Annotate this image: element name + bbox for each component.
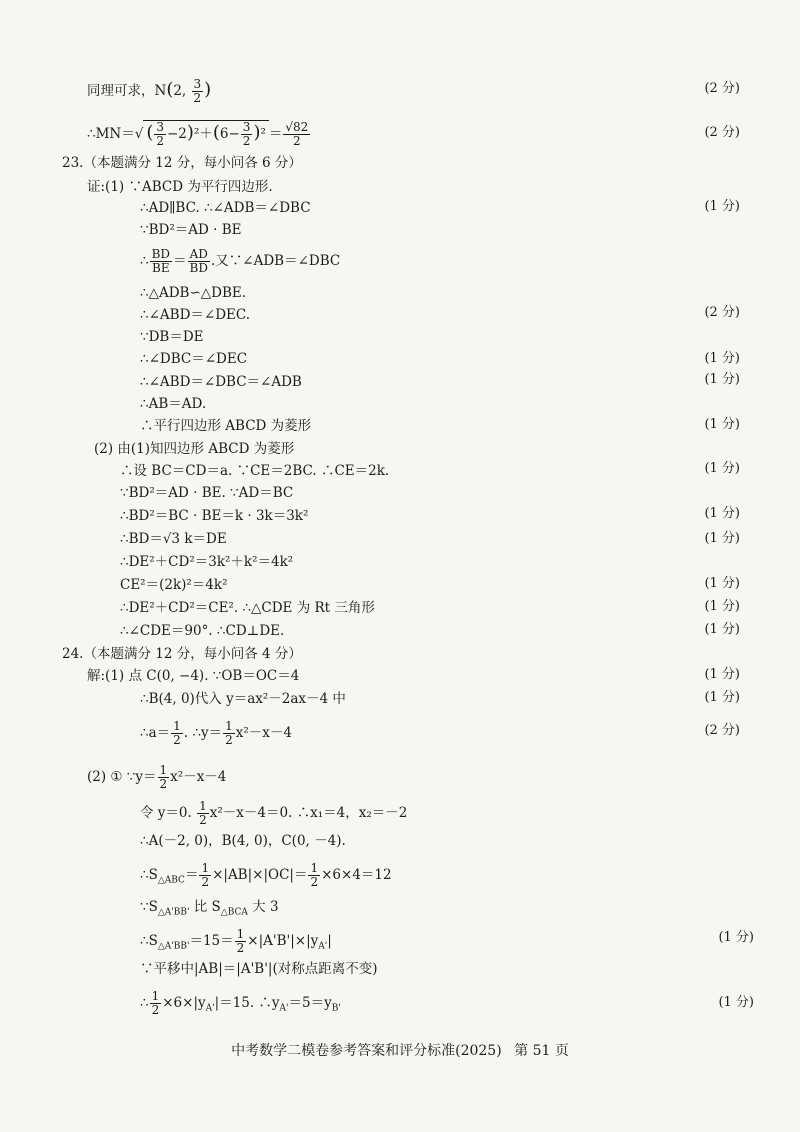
solution-line: ∴∠CDE＝90°. ∴CD⊥DE. bbox=[120, 623, 285, 639]
points-label: (1 分) bbox=[704, 417, 740, 432]
points-label: (2 分) bbox=[704, 81, 740, 96]
solution-line: ∴AD∥BC. ∴∠ADB＝∠DBC bbox=[140, 200, 311, 216]
solution-line: ∴ $\frac{BD}{BE}$ ＝ $\frac{AD}{BD}$ .又∵∠ADB＝∠DBC bbox=[140, 247, 341, 275]
solution-line: ∴DE²＋CD²＝CE². ∴△CDE 为 Rt 三角形 bbox=[120, 600, 375, 616]
points-label: (1 分) bbox=[704, 372, 740, 387]
question-heading: 23.（本题满分 12 分，每小问各 6 分） bbox=[62, 155, 302, 171]
solution-line: ∵DB＝DE bbox=[140, 329, 204, 345]
solution-line: $\because S_{\triangle A'BB'}$ 比 $S_{\triangle BCA}$ 大 3 bbox=[140, 899, 279, 918]
solution-line: ∵平移中|AB|＝|A'B'|(对称点距离不变) bbox=[140, 961, 378, 977]
points-label: (1 分) bbox=[718, 930, 754, 945]
points-label: (2 分) bbox=[704, 125, 740, 140]
page-number: 第 51 页 bbox=[514, 1043, 569, 1059]
solution-line: 同理可求，N(2, $\frac{3}{2}$ ) bbox=[87, 77, 212, 105]
solution-line: 令 y＝0. $\frac{1}{2}$ x²－x－4＝0. ∴x₁＝4，x₂＝－2 bbox=[140, 799, 408, 827]
question-heading: 24.（本题满分 12 分，每小问各 4 分） bbox=[62, 646, 302, 662]
solution-line: ∴∠DBC＝∠DEC bbox=[140, 351, 248, 367]
page-footer bbox=[0, 1040, 800, 1060]
points-label: (1 分) bbox=[704, 351, 740, 366]
solution-line: ∴ $\frac{1}{2}$ $\times 6\times|y_{A'}|=15$. $\therefore y_{A'}=5=y_{B'}$ bbox=[140, 989, 341, 1017]
solution-line: ∴DE²＋CD²＝3k²＋k²＝4k² bbox=[120, 554, 294, 570]
points-label: (1 分) bbox=[704, 199, 740, 214]
solution-line: ∴∠ABD＝∠DBC＝∠ADB bbox=[140, 374, 302, 390]
points-label: (1 分) bbox=[718, 995, 754, 1010]
points-label: (1 分) bbox=[704, 690, 740, 705]
solution-line: ∵BD²＝AD · BE bbox=[140, 222, 242, 238]
solution-line: ∴BD＝√3 k＝DE bbox=[120, 531, 227, 547]
solution-line: ∴△ADB∽△DBE. bbox=[140, 285, 247, 301]
points-label: (1 分) bbox=[704, 576, 740, 591]
solution-line: $\therefore S_{\triangle A'BB'}=15=$ $\frac{1}{2}$ $\times|A'B'|\times|y_{A'}|$ bbox=[140, 927, 332, 955]
solution-line: ∴AB＝AD. bbox=[140, 396, 207, 412]
solution-line: $\therefore S_{\triangle ABC}=$ $\frac{1}{2}$ ×|AB|×|OC|＝ $\frac{1}{2}$ ×6×4＝12 bbox=[140, 861, 392, 889]
solution-line: (2) ① ∵y＝ $\frac{1}{2}$ x²－x－4 bbox=[87, 763, 227, 791]
points-label: (2 分) bbox=[704, 723, 740, 738]
solution-line: ∴MN＝√ ( $\frac{3}{2}$ −2)²＋(6− $\frac{3}{2}$ )² ＝ $\frac{√82}{2}$ bbox=[87, 120, 309, 148]
points-label: (1 分) bbox=[704, 506, 740, 521]
solution-line: ∴平行四边形 ABCD 为菱形 bbox=[140, 418, 312, 434]
solution-line: ∵BD²＝AD · BE. ∵AD＝BC bbox=[120, 485, 294, 501]
solution-line: 证:(1) ∵ABCD 为平行四边形. bbox=[87, 179, 273, 195]
solution-line: ∴设 BC＝CD＝a. ∵CE＝2BC. ∴CE＝2k. bbox=[120, 463, 390, 479]
solution-line: 解:(1) 点 C(0, −4). ∵OB＝OC＝4 bbox=[87, 668, 300, 684]
points-label: (1 分) bbox=[704, 531, 740, 546]
solution-line: ∴∠ABD＝∠DEC. bbox=[140, 307, 251, 323]
solution-line: ∴B(4, 0)代入 y＝ax²－2ax－4 中 bbox=[140, 691, 346, 707]
solution-line: ∴BD²＝BC · BE＝k · 3k＝3k² bbox=[120, 508, 309, 524]
solution-line: CE²＝(2k)²＝4k² bbox=[120, 577, 228, 593]
points-label: (1 分) bbox=[704, 667, 740, 682]
points-label: (1 分) bbox=[704, 622, 740, 637]
solution-line: ∴a＝ $\frac{1}{2}$ . ∴y＝ $\frac{1}{2}$ x²－x－4 bbox=[140, 719, 292, 747]
points-label: (1 分) bbox=[704, 461, 740, 476]
points-label: (1 分) bbox=[704, 599, 740, 614]
points-label: (2 分) bbox=[704, 305, 740, 320]
solution-line: ∴A(－2, 0)，B(4, 0)，C(0, －4). bbox=[140, 833, 346, 849]
solution-line: (2) 由(1)知四边形 ABCD 为菱形 bbox=[94, 441, 295, 457]
footer-title: 中考数学二模卷参考答案和评分标准(2025) bbox=[231, 1043, 502, 1059]
